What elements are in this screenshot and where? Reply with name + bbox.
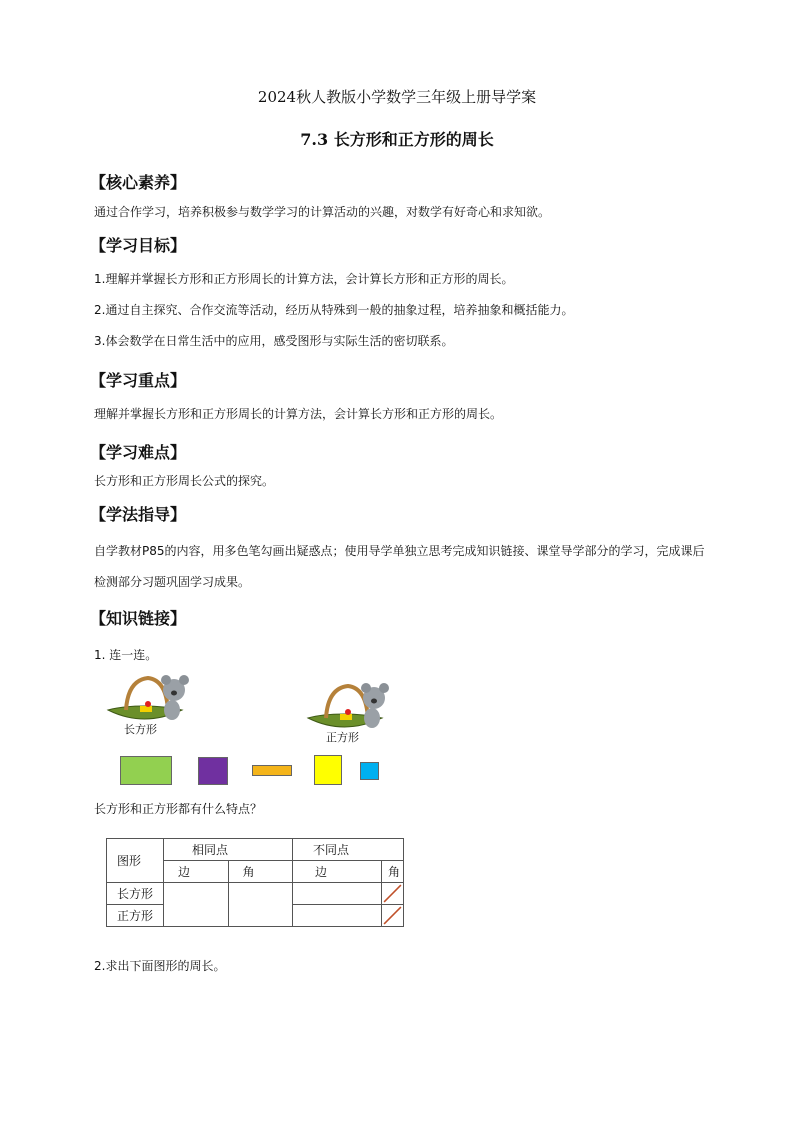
table-row-label-square: 正方形 xyxy=(107,905,164,927)
basket-label-rectangle: 长方形 xyxy=(124,723,157,736)
table-sub-angle: 角 xyxy=(228,861,293,883)
table-cell[interactable] xyxy=(164,883,229,927)
document-title: 2024秋人教版小学数学三年级上册导学案 xyxy=(257,88,537,106)
section-method-text: 自学教材P85的内容，用多色笔勾画出疑惑点；使用导学单独立思考完成知识链接、课堂导学部分的学习，完成课后检测部分习题巩固学习成果。 xyxy=(94,544,705,589)
lesson-title: 7.3 长方形和正方形的周长 xyxy=(300,130,494,149)
features-question: 长方形和正方形都有什么特点？ xyxy=(94,802,263,816)
table-cell[interactable] xyxy=(293,905,382,927)
question-1-label: 1. 连一连。 xyxy=(94,648,158,662)
purple-square[interactable] xyxy=(198,757,228,785)
slash-mark-icon xyxy=(382,905,403,926)
table-sub-angle: 角 xyxy=(382,861,404,883)
table-cell[interactable] xyxy=(293,883,382,905)
table-header-same: 相同点 xyxy=(164,839,293,861)
table-sub-side: 边 xyxy=(164,861,229,883)
section-difficulty-text: 长方形和正方形周长公式的探究。 xyxy=(94,474,275,488)
table-row-label-rectangle: 长方形 xyxy=(107,883,164,905)
table-cell[interactable] xyxy=(228,883,293,927)
comparison-table xyxy=(106,838,404,927)
section-key-heading: 【学习重点】 xyxy=(90,371,187,390)
green-rectangle[interactable] xyxy=(120,756,172,785)
yellow-rectangle[interactable] xyxy=(314,755,342,785)
section-key-text: 理解并掌握长方形和正方形周长的计算方法，会计算长方形和正方形的周长。 xyxy=(94,407,503,421)
section-links-heading: 【知识链接】 xyxy=(90,609,187,628)
table-header-diff: 不同点 xyxy=(293,839,404,861)
blue-square[interactable] xyxy=(360,762,379,780)
goal-item: 2.通过自主探究、合作交流等活动，经历从特殊到一般的抽象过程，培养抽象和概括能力。 xyxy=(94,303,574,317)
table-cell-slash[interactable] xyxy=(382,905,404,927)
orange-bar[interactable] xyxy=(252,765,292,776)
table-sub-side: 边 xyxy=(293,861,382,883)
goal-item: 3.体会数学在日常生活中的应用，感受图形与实际生活的密切联系。 xyxy=(94,334,454,348)
basket-label-square: 正方形 xyxy=(326,731,359,744)
goal-item: 1.理解并掌握长方形和正方形周长的计算方法，会计算长方形和正方形的周长。 xyxy=(94,272,514,286)
section-goals-heading: 【学习目标】 xyxy=(90,236,187,255)
table-header-shape: 图形 xyxy=(107,839,164,883)
question-2-label: 2.求出下面图形的周长。 xyxy=(94,959,226,973)
slash-mark-icon xyxy=(382,883,403,904)
table-cell-slash[interactable] xyxy=(382,883,404,905)
section-difficulty-heading: 【学习难点】 xyxy=(90,443,187,462)
section-core-heading: 【核心素养】 xyxy=(90,173,187,192)
section-core-text: 通过合作学习，培养积极参与数学学习的计算活动的兴趣，对数学有好奇心和求知欲。 xyxy=(94,205,551,219)
section-method-heading: 【学法指导】 xyxy=(90,505,187,524)
